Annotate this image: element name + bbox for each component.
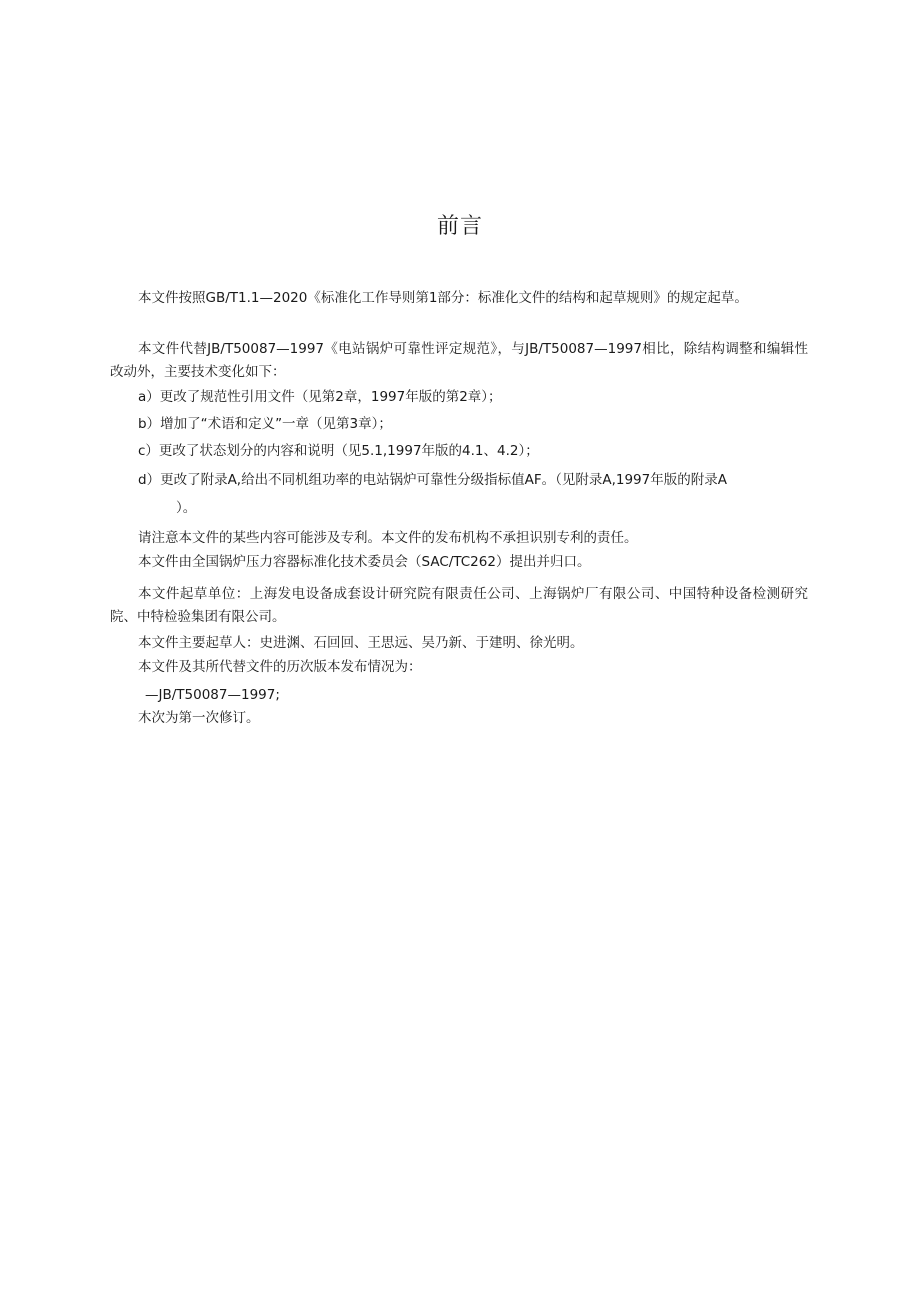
version-history-item: —JB/T50087—1997; <box>145 687 280 703</box>
change-item-d-continuation: ）。 <box>176 500 197 516</box>
revision-note: 木次为第一次修订。 <box>138 710 260 726</box>
page-title: 前言 <box>436 214 483 239</box>
version-history-intro: 本文件及其所代替文件的历次版本发布情况为： <box>138 659 422 675</box>
main-drafters: 本文件主要起草人：史进渊、石回回、王思远、吴乃新、于建明、徐光明。 <box>138 635 584 651</box>
change-item-c: c）更改了状态划分的内容和说明（见5.1,1997年版的4.1、4.2）； <box>138 443 539 459</box>
proposing-committee: 本文件由全国锅炉压力容器标准化技术委员会（SAC/TC262）提出并归口。 <box>138 554 591 570</box>
drafting-organizations: 本文件起草单位：上海发电设备成套设计研究院有限责任公司、上海锅炉厂有限公司、中国特种设备检测研究院、中特检验集团有限公司。 <box>110 586 808 625</box>
change-item-b: b）增加了“术语和定义”一章（见第3章）； <box>138 416 392 432</box>
patent-notice: 请注意本文件的某些内容可能涉及专利。本文件的发布机构不承担识别专利的责任。 <box>138 530 638 546</box>
change-item-d: d）更改了附录A,给出不同机组功率的电站锅炉可靠性分级指标值AF。（见附录A,1997年版的附录A <box>138 472 727 488</box>
change-item-a: a）更改了规范性引用文件（见第2章，1997年版的第2章）； <box>138 389 502 405</box>
intro-paragraph-replacement: 本文件代替JB/T50087—1997《电站锅炉可靠性评定规范》，与JB/T50087—1997相比，除结构调整和编辑性改动外，主要技术变化如下： <box>110 341 808 380</box>
intro-paragraph-drafting-rules: 本文件按照GB/T1.1—2020《标准化工作导则第1部分：标准化文件的结构和起草规则》的规定起草。 <box>138 290 748 306</box>
